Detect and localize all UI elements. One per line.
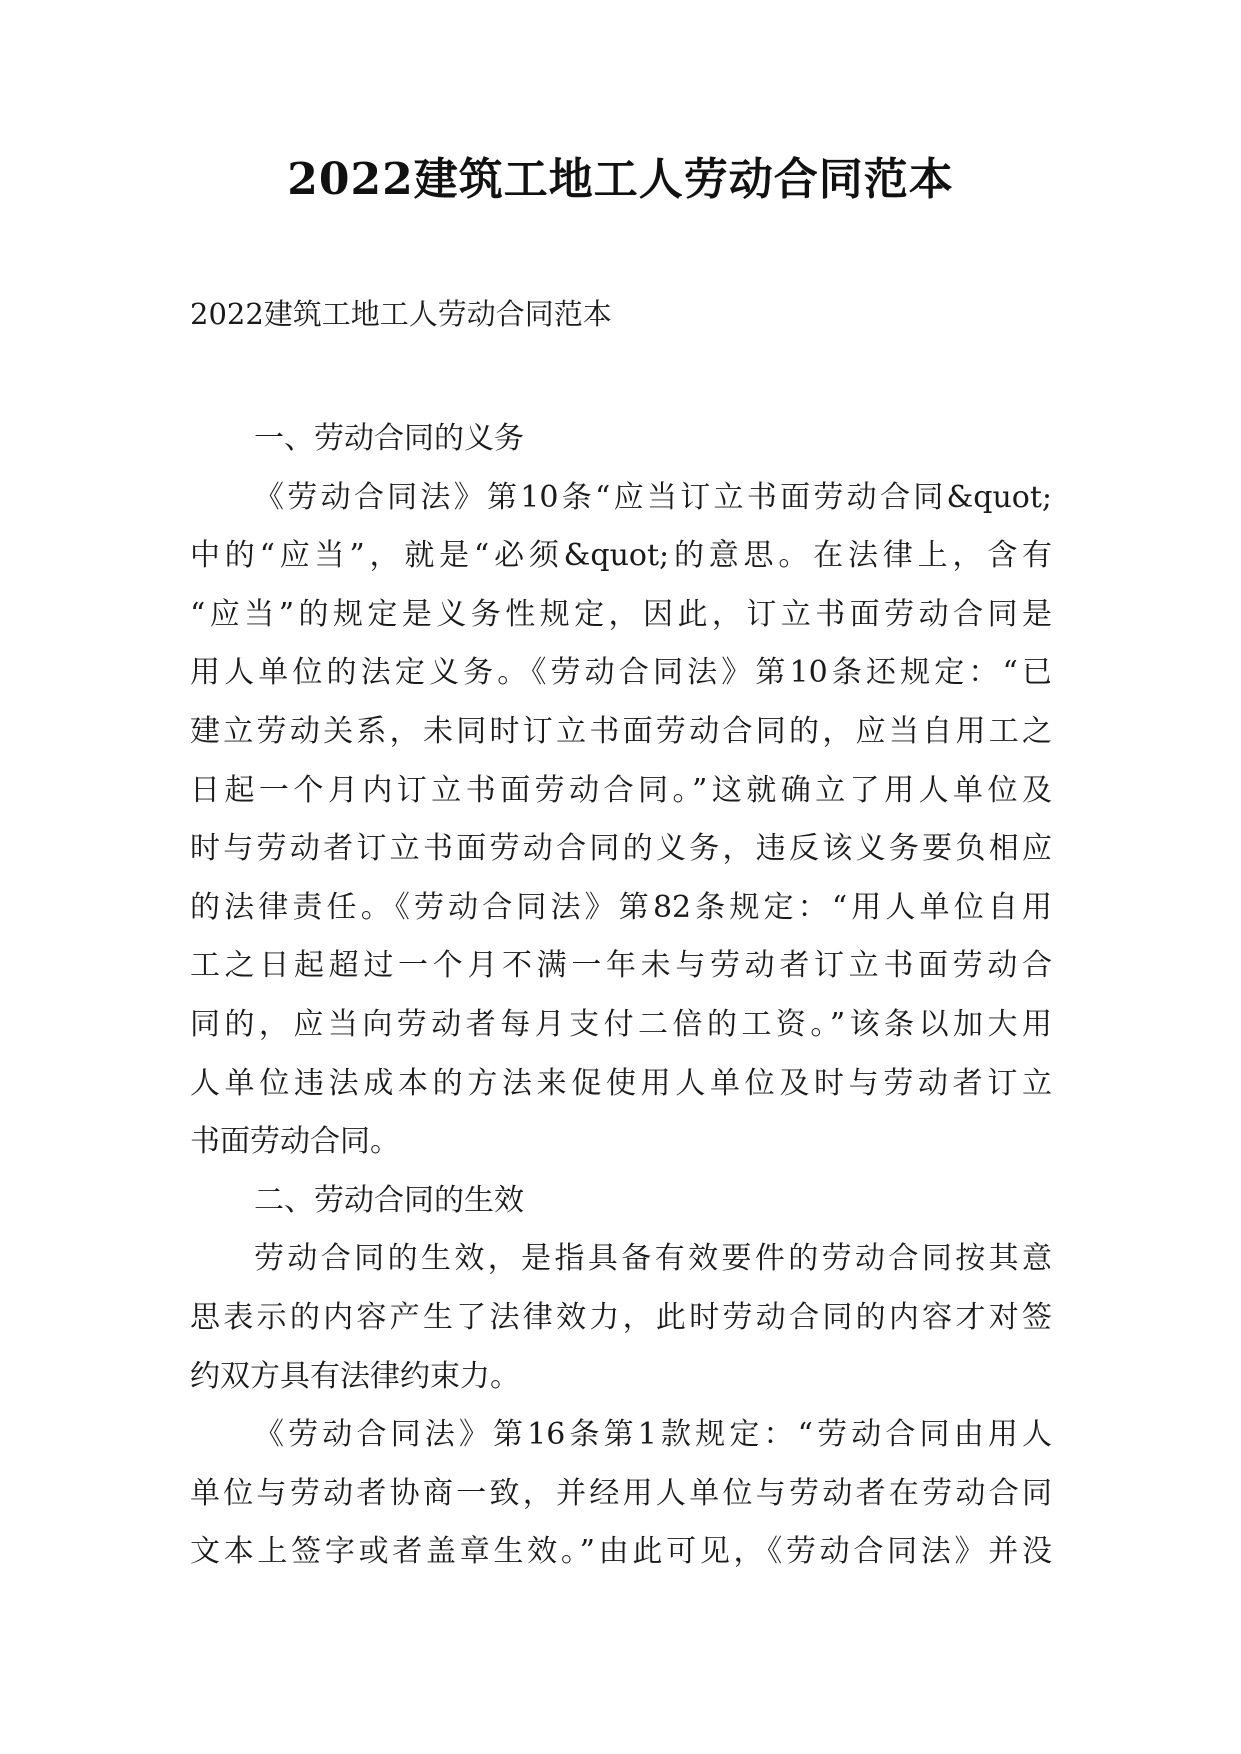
section-heading-effectiveness: 二、劳动合同的生效 xyxy=(254,1182,524,1218)
document-subtitle: 2022建筑工地工人劳动合同范本 xyxy=(190,297,612,331)
body-line: 单位与劳动者协商一致，并经用人单位与劳动者在劳动合同 xyxy=(190,1475,1052,1511)
document-title: 2022建筑工地工人劳动合同范本 xyxy=(287,154,954,205)
body-line: 文本上签字或者盖章生效。”由此可见，《劳动合同法》并没 xyxy=(190,1534,1052,1570)
body-line: 劳动合同的生效，是指具备有效要件的劳动合同按其意 xyxy=(254,1241,1052,1277)
body-line: 时与劳动者订立书面劳动合同的义务，违反该义务要负相应 xyxy=(190,831,1052,867)
body-line: 用人单位的法定义务。《劳动合同法》第10条还规定：“已 xyxy=(190,655,1052,691)
body-line: 人单位违法成本的方法来促使用人单位及时与劳动者订立 xyxy=(190,1065,1052,1101)
body-line: 日起一个月内订立书面劳动合同。”这就确立了用人单位及 xyxy=(190,772,1052,808)
section-heading-obligations: 一、劳动合同的义务 xyxy=(254,421,524,456)
body-line: 书面劳动合同。 xyxy=(190,1124,400,1160)
body-line: 《劳动合同法》第10条“应当订立书面劳动合同&quot; xyxy=(254,479,1052,515)
body-line: 思表示的内容产生了法律效力，此时劳动合同的内容才对签 xyxy=(190,1299,1052,1335)
body-line: 的法律责任。《劳动合同法》第82条规定：“用人单位自用 xyxy=(190,889,1052,925)
body-line: 工之日起超过一个月不满一年未与劳动者订立书面劳动合 xyxy=(190,948,1052,984)
document-body xyxy=(190,410,1052,1582)
body-line: “应当”的规定是义务性规定，因此，订立书面劳动合同是 xyxy=(190,596,1052,632)
body-line: 建立劳动关系，未同时订立书面劳动合同的，应当自用工之 xyxy=(190,713,1052,749)
body-line: 中的“应当”，就是“必须&quot;的意思。在法律上，含有 xyxy=(190,538,1052,574)
body-line: 同的，应当向劳动者每月支付二倍的工资。”该条以加大用 xyxy=(190,1006,1052,1042)
body-line: 约双方具有法律约束力。 xyxy=(190,1358,520,1394)
body-line: 《劳动合同法》第16条第1款规定：“劳动合同由用人 xyxy=(254,1417,1052,1453)
